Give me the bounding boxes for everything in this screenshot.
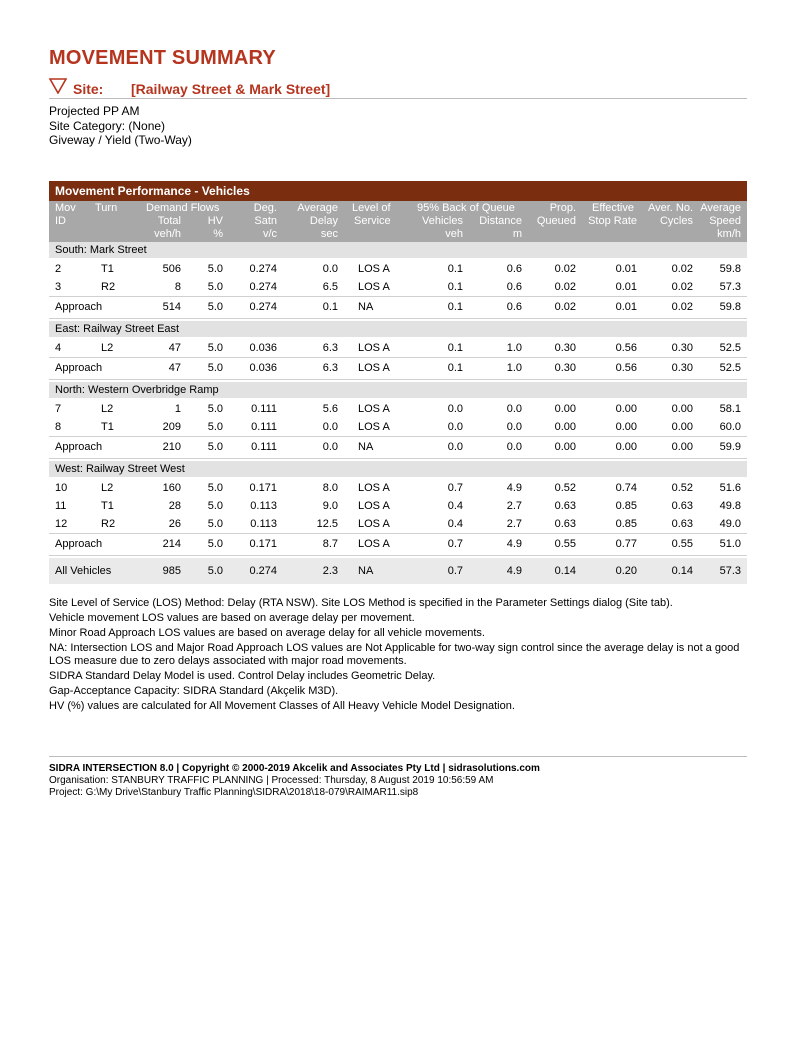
site-heading <box>49 78 747 99</box>
cell-prop: 0.00 <box>554 403 576 415</box>
cell-veh: 0.1 <box>447 263 463 275</box>
cell-satn: 0.274 <box>249 301 277 313</box>
cell-turn: T1 <box>101 421 114 433</box>
hdr-delay: Delay <box>309 215 338 227</box>
cell-eff: 0.01 <box>615 301 637 313</box>
cell-turn: L2 <box>101 403 114 415</box>
table-row <box>49 479 747 497</box>
note: Site Level of Service (LOS) Method: Delay (RTA NSW). Site LOS Method is specified in the Parameter Settings dialog (Site tab). <box>49 597 673 609</box>
cell-cycles: 0.00 <box>671 421 693 433</box>
cell-dist: 0.0 <box>506 403 522 415</box>
cell-speed: 49.8 <box>719 500 741 512</box>
hdr-level-of: Level of <box>352 202 391 214</box>
footer-divider <box>49 756 747 757</box>
cell-cycles: 0.52 <box>671 482 693 494</box>
cell-speed: 51.0 <box>719 538 741 550</box>
notes <box>49 597 749 715</box>
cell-total: 1 <box>174 403 181 415</box>
cell-cycles: 0.00 <box>671 441 693 453</box>
cell-eff: 0.20 <box>615 565 637 577</box>
hdr-speed-unit: km/h <box>717 228 741 240</box>
cell-prop: 0.02 <box>554 301 576 313</box>
cell-prop: 0.02 <box>554 281 576 293</box>
cell-speed: 57.3 <box>719 565 741 577</box>
table-header <box>49 201 747 242</box>
cell-los: LOS A <box>358 518 390 530</box>
cell-cycles: 0.63 <box>671 500 693 512</box>
approach-row <box>49 297 747 318</box>
cell-id: 2 <box>55 263 62 275</box>
cell-dist: 4.9 <box>506 565 522 577</box>
cell-los: LOS A <box>358 500 390 512</box>
cell-prop: 0.02 <box>554 263 576 275</box>
cell-delay: 8.7 <box>322 538 338 550</box>
hdr-distance: Distance <box>479 215 522 227</box>
hdr-prop: Prop. <box>549 202 576 214</box>
cell-speed: 52.5 <box>719 362 741 374</box>
cell-veh: 0.1 <box>447 301 463 313</box>
hdr-speed: Speed <box>709 215 741 227</box>
cell-satn: 0.113 <box>250 518 277 530</box>
hdr-hv-unit: % <box>213 228 223 240</box>
table-row <box>49 278 747 296</box>
approach-name: North: Western Overbridge Ramp <box>55 384 219 396</box>
cell-id: 10 <box>55 482 68 494</box>
cell-los: LOS A <box>358 538 390 550</box>
cell-los: LOS A <box>358 482 390 494</box>
cell-satn: 0.111 <box>251 421 277 433</box>
cell-id: 8 <box>55 421 62 433</box>
cell-dist: 4.9 <box>506 482 522 494</box>
cell-satn: 0.036 <box>249 342 277 354</box>
hdr-service: Service <box>354 215 391 227</box>
cell-total: 8 <box>174 281 181 293</box>
cell-delay: 0.0 <box>322 263 338 275</box>
footer-organisation: Organisation: STANBURY TRAFFIC PLANNING | Processed: Thursday, 8 August 2019 10:56:59 AM <box>49 775 494 786</box>
hdr-aver-no: Aver. No. <box>647 202 693 214</box>
cell-hv: 5.0 <box>207 301 223 313</box>
cell-cycles: 0.30 <box>671 362 693 374</box>
cell-total: 210 <box>162 441 181 453</box>
cell-cycles: 0.00 <box>671 403 693 415</box>
cell-satn: 0.111 <box>251 403 277 415</box>
cell-veh: 0.7 <box>447 538 463 550</box>
cell-eff: 0.56 <box>615 342 637 354</box>
cell-los: NA <box>358 441 374 453</box>
cell-satn: 0.274 <box>249 565 277 577</box>
cell-total: 47 <box>168 362 181 374</box>
cell-eff: 0.85 <box>615 518 637 530</box>
cell-speed: 52.5 <box>719 342 741 354</box>
cell-dist: 0.0 <box>506 421 522 433</box>
cell-satn: 0.274 <box>249 281 277 293</box>
cell-speed: 51.6 <box>719 482 741 494</box>
approach-name: South: Mark Street <box>55 244 147 256</box>
cell-veh: 0.7 <box>447 565 463 577</box>
note: Gap-Acceptance Capacity: SIDRA Standard (Akçelik M3D). <box>49 685 339 697</box>
cell-satn: 0.171 <box>249 482 277 494</box>
cell-turn: T1 <box>101 500 114 512</box>
cell-dist: 0.6 <box>506 263 522 275</box>
hdr-back-of-queue: 95% Back of Queue <box>417 202 515 214</box>
note: SIDRA Standard Delay Model is used. Control Delay includes Geometric Delay. <box>49 670 436 682</box>
cell-total: 214 <box>162 538 181 550</box>
cell-delay: 6.5 <box>322 281 338 293</box>
cell-delay: 2.3 <box>322 565 338 577</box>
cell-los: NA <box>358 565 374 577</box>
meta-control: Giveway / Yield (Two-Way) <box>49 133 192 147</box>
cell-cycles: 0.02 <box>671 263 693 275</box>
cell-veh: 0.0 <box>447 441 463 453</box>
cell-turn: L2 <box>101 482 114 494</box>
cell-veh: 0.4 <box>447 500 463 512</box>
cell-cycles: 0.14 <box>671 565 693 577</box>
hdr-total-unit: veh/h <box>154 228 181 240</box>
cell-id: Approach <box>55 362 103 374</box>
cell-total: 514 <box>162 301 181 313</box>
cell-dist: 2.7 <box>506 518 522 530</box>
cell-prop: 0.14 <box>554 565 576 577</box>
approach-group-header <box>49 382 747 398</box>
note: Minor Road Approach LOS values are based on average delay for all vehicle movements. <box>49 627 485 639</box>
cell-eff: 0.74 <box>615 482 637 494</box>
cell-hv: 5.0 <box>207 342 223 354</box>
hdr-stop-rate: Stop Rate <box>588 215 637 227</box>
cell-eff: 0.56 <box>615 362 637 374</box>
hdr-vehicles: Vehicles <box>422 215 463 227</box>
triangle-down-icon <box>49 78 67 94</box>
footer-copyright: SIDRA INTERSECTION 8.0 | Copyright © 2000-2019 Akcelik and Associates Pty Ltd | sidrasolutions.com <box>49 763 540 774</box>
cell-cycles: 0.02 <box>671 281 693 293</box>
hdr-turn: Turn <box>95 202 118 214</box>
hdr-demand-flows: Demand Flows <box>146 202 220 214</box>
cell-delay: 12.5 <box>316 518 338 530</box>
cell-turn: R2 <box>101 281 116 293</box>
approach-name: West: Railway Street West <box>55 463 185 475</box>
approach-row <box>49 534 747 555</box>
cell-prop: 0.30 <box>554 362 576 374</box>
footer-project: Project: G:\My Drive\Stanbury Traffic Planning\SIDRA\2018\18-079\RAIMAR11.sip8 <box>49 787 419 798</box>
cell-turn: T1 <box>101 263 114 275</box>
hdr-mov: Mov <box>55 202 76 214</box>
cell-delay: 6.3 <box>322 342 338 354</box>
table-row <box>49 497 747 515</box>
cell-satn: 0.171 <box>249 538 277 550</box>
cell-id: 7 <box>55 403 62 415</box>
cell-delay: 0.0 <box>322 421 338 433</box>
hdr-avg-speed: Average <box>700 202 741 214</box>
cell-hv: 5.0 <box>207 281 223 293</box>
site-name: [Railway Street & Mark Street] <box>131 81 331 97</box>
cell-total: 26 <box>168 518 181 530</box>
hdr-cycles: Cycles <box>659 215 693 227</box>
cell-eff: 0.01 <box>615 281 637 293</box>
cell-turn: L2 <box>101 342 114 354</box>
cell-dist: 0.6 <box>506 281 522 293</box>
approach-row <box>49 437 747 458</box>
table-row <box>49 339 747 357</box>
movement-table <box>49 181 747 584</box>
cell-speed: 57.3 <box>719 281 741 293</box>
meta-scenario: Projected PP AM <box>49 104 140 118</box>
table-row <box>49 515 747 533</box>
cell-hv: 5.0 <box>207 421 223 433</box>
hdr-id: ID <box>55 215 66 227</box>
cell-los: LOS A <box>358 263 390 275</box>
table-body <box>49 242 747 584</box>
cell-veh: 0.4 <box>447 518 463 530</box>
footer <box>49 763 540 799</box>
site-label: Site: <box>73 81 104 97</box>
cell-total: 985 <box>162 565 181 577</box>
cell-id: 11 <box>55 500 67 512</box>
cell-prop: 0.00 <box>554 421 576 433</box>
cell-speed: 59.8 <box>719 301 741 313</box>
cell-dist: 2.7 <box>506 500 522 512</box>
cell-speed: 58.1 <box>719 403 741 415</box>
cell-satn: 0.274 <box>249 263 277 275</box>
cell-prop: 0.30 <box>554 342 576 354</box>
cell-id: 4 <box>55 342 62 354</box>
cell-id: Approach <box>55 538 103 550</box>
cell-prop: 0.52 <box>554 482 576 494</box>
cell-dist: 1.0 <box>506 362 522 374</box>
cell-prop: 0.63 <box>554 500 576 512</box>
cell-dist: 4.9 <box>506 538 522 550</box>
table-title: Movement Performance - Vehicles <box>49 181 747 201</box>
cell-veh: 0.0 <box>447 421 463 433</box>
approach-group-header <box>49 461 747 477</box>
cell-eff: 0.00 <box>615 441 637 453</box>
cell-veh: 0.7 <box>447 482 463 494</box>
cell-dist: 0.0 <box>506 441 522 453</box>
cell-id: All Vehicles <box>55 565 112 577</box>
cell-eff: 0.00 <box>615 403 637 415</box>
cell-dist: 1.0 <box>506 342 522 354</box>
cell-total: 47 <box>168 342 181 354</box>
hdr-effective: Effective <box>592 202 634 214</box>
cell-hv: 5.0 <box>207 403 223 415</box>
cell-eff: 0.00 <box>615 421 637 433</box>
cell-hv: 5.0 <box>207 565 223 577</box>
cell-los: LOS A <box>358 362 390 374</box>
hdr-distance-unit: m <box>512 228 522 240</box>
cell-total: 506 <box>162 263 181 275</box>
note: Vehicle movement LOS values are based on average delay per movement. <box>49 612 415 624</box>
hdr-total: Total <box>157 215 181 227</box>
cell-id: Approach <box>55 441 103 453</box>
cell-eff: 0.01 <box>615 263 637 275</box>
cell-hv: 5.0 <box>207 441 223 453</box>
note: HV (%) values are calculated for All Movement Classes of All Heavy Vehicle Model Designation. <box>49 700 515 712</box>
approach-group-header <box>49 321 747 337</box>
cell-los: LOS A <box>358 281 390 293</box>
hdr-satn: Satn <box>254 215 277 227</box>
cell-cycles: 0.30 <box>671 342 693 354</box>
table-row <box>49 400 747 418</box>
cell-delay: 0.0 <box>322 441 338 453</box>
hdr-satn-unit: v/c <box>262 228 277 240</box>
note: NA: Intersection LOS and Major Road Approach LOS values are Not Applicable for two-way sign control since the average delay is not a good LOS measure due to zero delays associated with major road movements. <box>49 642 740 667</box>
approach-group-header <box>49 242 747 258</box>
cell-cycles: 0.02 <box>671 301 693 313</box>
cell-cycles: 0.63 <box>671 518 693 530</box>
cell-dist: 0.6 <box>506 301 522 313</box>
cell-los: NA <box>358 301 374 313</box>
cell-hv: 5.0 <box>207 500 223 512</box>
cell-delay: 5.6 <box>322 403 338 415</box>
hdr-hv: HV <box>207 215 223 227</box>
cell-hv: 5.0 <box>207 362 223 374</box>
cell-los: LOS A <box>358 403 390 415</box>
cell-speed: 60.0 <box>719 421 741 433</box>
cell-total: 28 <box>168 500 181 512</box>
hdr-queued: Queued <box>536 215 576 227</box>
cell-prop: 0.55 <box>554 538 576 550</box>
hdr-delay-unit: sec <box>320 228 338 240</box>
approach-row <box>49 358 747 379</box>
cell-prop: 0.00 <box>554 441 576 453</box>
table-row <box>49 418 747 436</box>
cell-veh: 0.1 <box>447 362 463 374</box>
all-vehicles-row <box>49 558 747 584</box>
cell-los: LOS A <box>358 342 390 354</box>
cell-speed: 59.9 <box>719 441 741 453</box>
cell-id: Approach <box>55 301 103 313</box>
cell-cycles: 0.55 <box>671 538 693 550</box>
meta-category: Site Category: (None) <box>49 118 166 133</box>
cell-delay: 6.3 <box>322 362 338 374</box>
cell-hv: 5.0 <box>207 482 223 494</box>
page-title: MOVEMENT SUMMARY <box>49 47 276 69</box>
cell-total: 160 <box>162 482 181 494</box>
cell-satn: 0.113 <box>250 500 277 512</box>
hdr-avg-delay: Average <box>297 202 338 214</box>
cell-id: 3 <box>55 281 62 293</box>
approach-name: East: Railway Street East <box>55 323 180 335</box>
cell-eff: 0.77 <box>615 538 637 550</box>
hdr-deg: Deg. <box>253 202 277 214</box>
cell-delay: 9.0 <box>322 500 338 512</box>
cell-satn: 0.111 <box>251 441 277 453</box>
table-row <box>49 260 747 278</box>
cell-hv: 5.0 <box>207 538 223 550</box>
cell-los: LOS A <box>358 421 390 433</box>
cell-delay: 0.1 <box>322 301 338 313</box>
cell-hv: 5.0 <box>207 263 223 275</box>
cell-id: 12 <box>55 518 68 530</box>
cell-speed: 59.8 <box>719 263 741 275</box>
cell-hv: 5.0 <box>207 518 223 530</box>
cell-speed: 49.0 <box>719 518 741 530</box>
cell-veh: 0.1 <box>447 281 463 293</box>
cell-delay: 8.0 <box>322 482 338 494</box>
hdr-vehicles-unit: veh <box>445 228 463 240</box>
cell-total: 209 <box>162 421 181 433</box>
cell-prop: 0.63 <box>554 518 576 530</box>
cell-eff: 0.85 <box>615 500 637 512</box>
cell-veh: 0.1 <box>447 342 463 354</box>
cell-veh: 0.0 <box>447 403 463 415</box>
site-meta <box>49 104 192 148</box>
cell-turn: R2 <box>101 518 116 530</box>
cell-satn: 0.036 <box>249 362 277 374</box>
